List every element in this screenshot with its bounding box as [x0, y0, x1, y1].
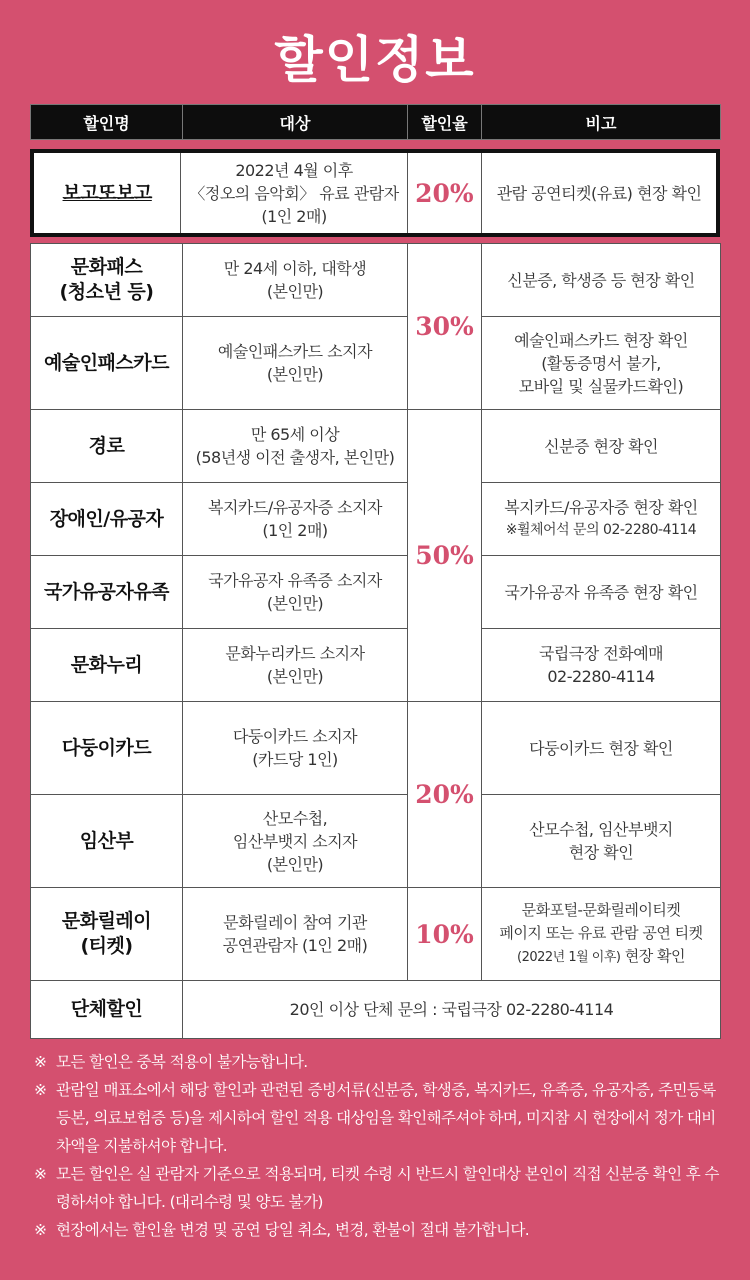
discount-rate: 20%	[408, 702, 482, 888]
table-row	[31, 702, 721, 795]
discount-target: 만 24세 이하, 대학생 (본인만)	[183, 244, 408, 317]
discount-note: 예술인패스카드 현장 확인 (활동증명서 불가, 모바일 및 실물카드확인)	[482, 317, 721, 410]
discount-target: 국가유공자 유족증 소지자 (본인만)	[183, 556, 408, 629]
discount-target: 산모수첩, 임산부뱃지 소지자 (본인만)	[183, 795, 408, 888]
list-item: ※ 현장에서는 할인율 변경 및 공연 당일 취소, 변경, 환불이 절대 불가합니다.	[34, 1221, 530, 1239]
notice-list	[34, 1048, 724, 1244]
discount-name: 문화패스 (청소년 등)	[31, 244, 183, 317]
table-row	[31, 317, 721, 410]
list-item: ※ 관람일 매표소에서 해당 할인과 관련된 증빙서류(신분증, 학생증, 복지카드, 유족증, 유공자증, 주민등록등본, 의료보험증 등)을 제시하여 할인 적용 대상임을 확인해주셔야 하며, 미지참 시 현장에서 정가 대비 차액을 지불하셔야 합니다.	[34, 1081, 716, 1155]
discount-target: 문화릴레이 참여 기관 공연관람자 (1인 2매)	[183, 888, 408, 981]
discount-name: 국가유공자유족	[31, 556, 183, 629]
discount-table	[30, 243, 721, 1039]
discount-name: 단체할인	[31, 981, 183, 1039]
discount-name: 장애인/유공자	[31, 483, 183, 556]
table-row	[31, 795, 721, 888]
discount-note: 신분증 현장 확인	[482, 410, 721, 483]
table-row	[31, 410, 721, 483]
discount-note: 국립극장 전화예매 02-2280-4114	[482, 629, 721, 702]
discount-note: 신분증, 학생증 등 현장 확인	[482, 244, 721, 317]
table-row	[31, 483, 721, 556]
discount-rate: 30%	[408, 244, 482, 410]
discount-note: 산모수첩, 임산부뱃지 현장 확인	[482, 795, 721, 888]
discount-rate: 10%	[408, 888, 482, 981]
group-discount-info: 20인 이상 단체 문의 : 국립극장 02-2280-4114	[183, 981, 721, 1039]
discount-note: 문화포털-문화릴레이티켓 페이지 또는 유료 관람 공연 티켓 (2022년 1월 이후) 현장 확인	[482, 888, 721, 981]
header-rate: 할인율	[408, 105, 482, 140]
header-note: 비고	[482, 105, 721, 140]
discount-name: 다둥이카드	[31, 702, 183, 795]
featured-rate: 20%	[407, 151, 481, 235]
list-item: ※ 모든 할인은 중복 적용이 불가능합니다.	[34, 1053, 308, 1071]
discount-target: 문화누리카드 소지자 (본인만)	[183, 629, 408, 702]
featured-name: 보고또보고	[32, 151, 181, 235]
discount-name: 경로	[31, 410, 183, 483]
featured-target: 2022년 4월 이후 〈정오의 음악회〉 유료 관람자 (1인 2매)	[181, 151, 407, 235]
discount-note: 복지카드/유공자증 현장 확인 ※휠체어석 문의 02-2280-4114	[482, 483, 721, 556]
list-item: ※ 모든 할인은 실 관람자 기준으로 적용되며, 티켓 수령 시 반드시 할인대상 본인이 직접 신분증 확인 후 수령하셔야 합니다. (대리수령 및 양도 불가)	[34, 1165, 719, 1211]
discount-target: 만 65세 이상 (58년생 이전 출생자, 본인만)	[183, 410, 408, 483]
table-row	[31, 244, 721, 317]
table-header	[30, 104, 721, 140]
featured-note: 관람 공연티켓(유료) 현장 확인	[482, 151, 718, 235]
discount-name: 예술인패스카드	[31, 317, 183, 410]
table-row	[31, 556, 721, 629]
table-row	[31, 629, 721, 702]
table-row	[31, 888, 721, 981]
header-name: 할인명	[31, 105, 183, 140]
table-row	[31, 981, 721, 1039]
discount-note: 국가유공자 유족증 현장 확인	[482, 556, 721, 629]
featured-discount-row	[30, 149, 720, 237]
page-title: 할인정보	[274, 31, 476, 89]
discount-target: 복지카드/유공자증 소지자 (1인 2매)	[183, 483, 408, 556]
discount-name: 임산부	[31, 795, 183, 888]
discount-rate: 50%	[408, 410, 482, 702]
discount-name: 문화누리	[31, 629, 183, 702]
header-target: 대상	[183, 105, 408, 140]
discount-target: 예술인패스카드 소지자 (본인만)	[183, 317, 408, 410]
discount-note: 다둥이카드 현장 확인	[482, 702, 721, 795]
discount-name: 문화릴레이 (티켓)	[31, 888, 183, 981]
discount-target: 다둥이카드 소지자 (카드당 1인)	[183, 702, 408, 795]
